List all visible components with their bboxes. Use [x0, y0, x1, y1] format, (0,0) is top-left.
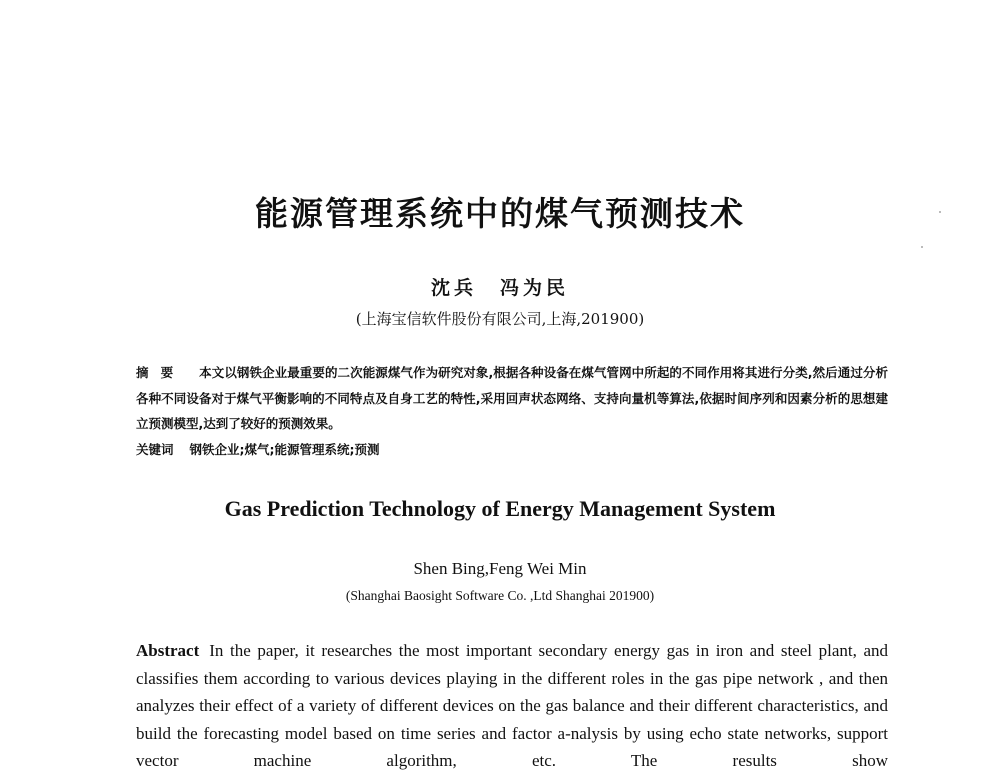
chinese-title: 能源管理系统中的煤气预测技术 — [255, 194, 745, 233]
english-authors: Shen Bing,Feng Wei Min — [413, 559, 587, 578]
english-affiliation: (Shanghai Baosight Software Co. ,Ltd Shanghai 201900) — [345, 588, 655, 603]
scan-speck — [939, 211, 941, 213]
chinese-abstract-label: 摘要 — [136, 365, 186, 380]
chinese-abstract-text: 本文以钢铁企业最重要的二次能源煤气作为研究对象,根据各种设备在煤气管网中所起的不同作用将其进行分类,然后通过分析各种不同设备对于煤气平衡影响的不同特点及自身工艺的特性,采用回声状态网络、支持向量机等算法,依据时间序列和因素分析的思想建立预测模型,达到了较好的预测效果。 — [136, 365, 888, 431]
chinese-affiliation: (上海宝信软件股份有限公司,上海,201900) — [355, 310, 645, 328]
chinese-authors: 沈兵 冯为民 — [430, 277, 569, 299]
chinese-keywords-label: 关键词 — [136, 442, 174, 457]
english-abstract-label: Abstract — [136, 641, 200, 660]
english-abstract-text: In the paper, it researches the most important secondary energy gas in iron and steel plant, and classifies them according to various devices playing in the different roles in the gas pipe network , and then analyzes their effect of a variety of different devices on the gas balance and their different characteristics, and build the forecasting model based on time series and factor a-nalysis by using echo state networks, support vector machine algorithm, etc. The results show — [136, 641, 888, 770]
chinese-abstract — [136, 360, 888, 437]
chinese-keywords — [136, 437, 888, 462]
english-abstract — [136, 637, 888, 775]
scan-speck — [921, 246, 923, 248]
chinese-keywords-text: 钢铁企业;煤气;能源管理系统;预测 — [189, 442, 380, 457]
english-title: Gas Prediction Technology of Energy Management System — [224, 496, 776, 521]
